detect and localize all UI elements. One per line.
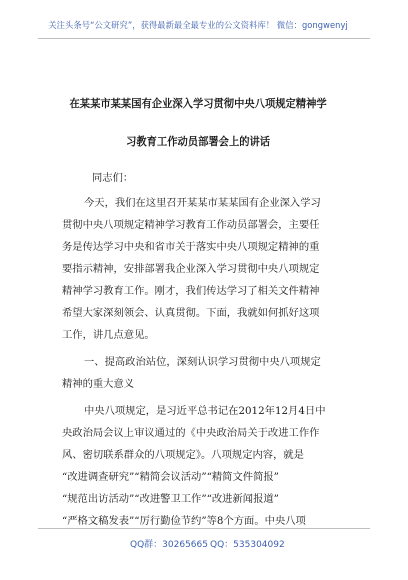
body-line: 今天，我们在这里召开某某市某某国有企业深入学习 (84, 197, 321, 209)
body-line: 央政治局会议上审议通过的《中央政治局关于改进工作作 (62, 427, 320, 439)
body-line: 工作，讲几点意见。 (62, 329, 155, 341)
body-line: 务是传达学习中央和省市关于落实中央八项规定精神的重 (62, 241, 320, 253)
section-heading-line: 一、提高政治站位，深刻认识学习贯彻中央八项规定 (84, 356, 321, 368)
body-line: 希望大家深刻领会、认真贯彻。下面，我就如何抓好这项 (62, 307, 320, 319)
body-line: 贯彻中央八项规定精神学习教育工作动员部署会，主要任 (62, 219, 320, 231)
footer-qq-number: QQ：535304092 (210, 540, 285, 550)
header-divider (38, 38, 370, 39)
body-line: 风、密切联系群众的八项规定》。八项规定内容，就是 (62, 449, 304, 461)
footer-qq-group: QQ群：30265665 (130, 540, 208, 550)
body-line: “严格文稿发表”“厉行勤俭节约”等8个方面。中央八项 (62, 515, 306, 527)
section-heading-line: 精神的重大意义 (62, 378, 135, 390)
document-title-line2: 习教育工作动员部署会上的讲话 (126, 136, 271, 148)
body-line: “规范出访活动”“改进警卫工作”“改进新闻报道” (62, 493, 279, 505)
document-title-line1: 在某某市某某国有企业深入学习贯彻中央八项规定精神学 (69, 98, 327, 110)
body-line: “改进调查研究”“精简会议活动”“精简文件简报” (62, 471, 279, 483)
body-line: 要指示精神，安排部署我企业深入学习贯彻中央八项规定 (62, 263, 320, 275)
salutation: 同志们： (92, 172, 134, 184)
header-promo: 关注头条号“公文研究”，获得最新最全最专业的公文资料库！ 微信：gongwenyj (48, 21, 348, 31)
footer-divider (38, 528, 370, 529)
body-line: 精神学习教育工作。刚才，我们传达学习了相关文件精神 (62, 285, 320, 297)
body-line: 中央八项规定，是习近平总书记在2012年12月4日中 (84, 405, 326, 417)
